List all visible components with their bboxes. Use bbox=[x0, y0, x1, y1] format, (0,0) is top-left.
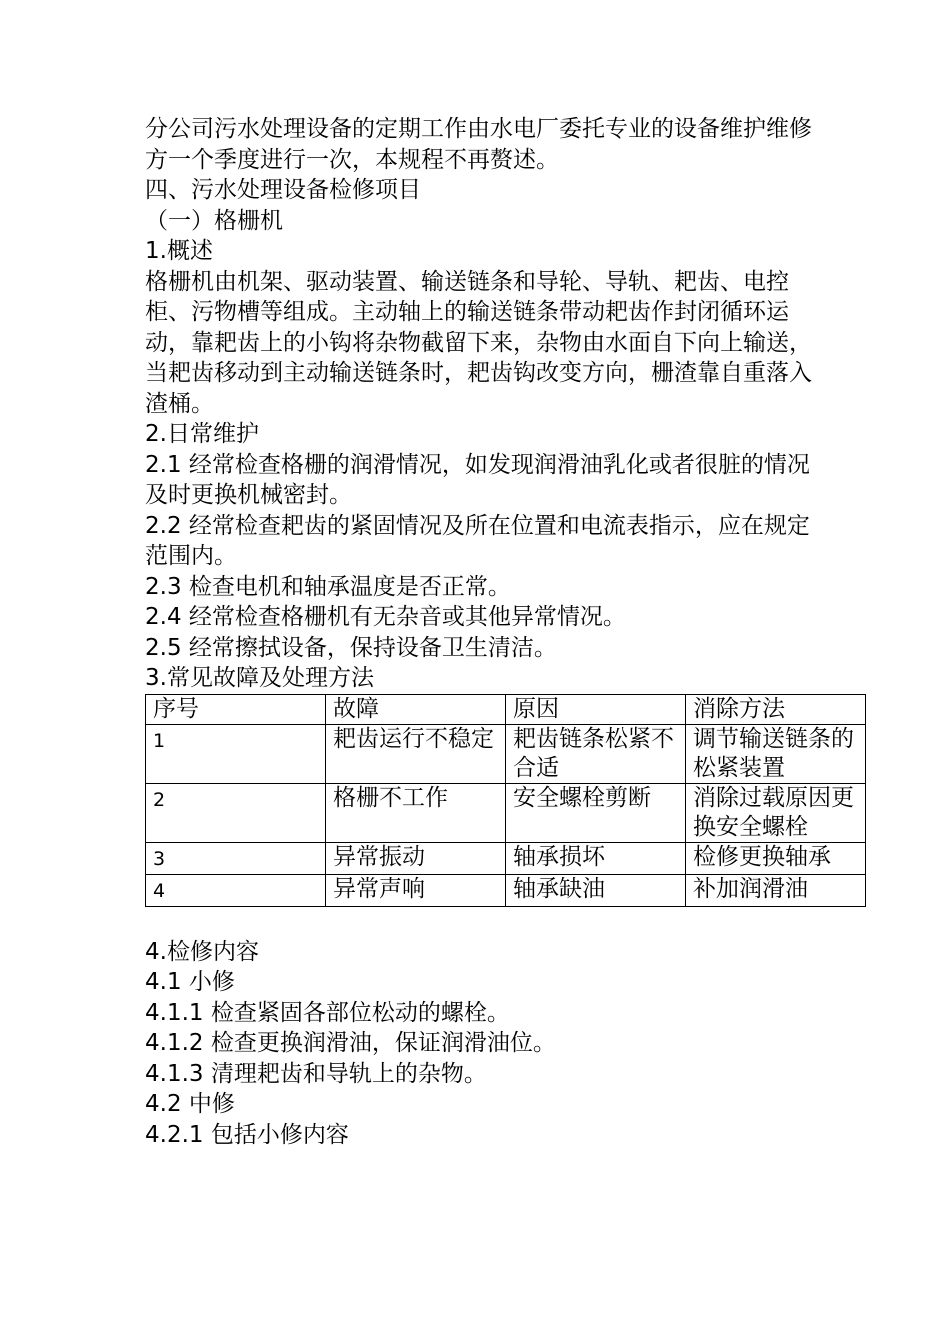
table-cell-remedy: 补加润滑油 bbox=[686, 874, 866, 906]
table-header-cell: 原因 bbox=[506, 694, 686, 724]
heading-faults: 3.常见故障及处理方法 bbox=[145, 665, 374, 691]
heading-overview: 1.概述 bbox=[145, 238, 213, 264]
repair-item-4-1-2: 4.1.2 检查更换润滑油，保证润滑油位。 bbox=[145, 1030, 556, 1056]
table-row bbox=[146, 874, 866, 906]
table-header-cell: 消除方法 bbox=[686, 694, 866, 724]
repair-item-4-1-3: 4.1.3 清理耙齿和导轨上的杂物。 bbox=[145, 1060, 487, 1087]
heading-daily-maintenance: 2.日常维护 bbox=[145, 421, 259, 447]
table-header-cell: 序号 bbox=[146, 694, 326, 724]
table-cell-cause: 轴承损坏 bbox=[506, 842, 686, 874]
spacer bbox=[145, 907, 825, 937]
maintenance-item-2-4: 2.4 经常检查格栅机有无杂音或其他异常情况。 bbox=[145, 604, 626, 630]
table-cell-remedy: 检修更换轴承 bbox=[686, 842, 866, 874]
paragraph-intro: 分公司污水处理设备的定期工作由水电厂委托专业的设备维护维修方一个季度进行一次，本规程不再赘述。 bbox=[145, 116, 812, 173]
paragraph-overview: 格栅机由机架、驱动装置、输送链条和导轮、导轨、耙齿、电控柜、污物槽等组成。主动轴上的输送链条带动耙齿作封闭循环运动，靠耙齿上的小钩将杂物截留下来，杂物由水面自下向上输送，当耙齿移动到主动输送链条时，耙齿钩改变方向，栅渣靠自重落入渣桶。 bbox=[145, 268, 812, 417]
table-cell-number: 2 bbox=[146, 783, 326, 842]
table-cell-fault: 耙齿运行不稳定 bbox=[326, 724, 506, 783]
heading-medium-repair: 4.2 中修 bbox=[145, 1091, 235, 1117]
table-header-cell: 故障 bbox=[326, 694, 506, 724]
repair-item-4-1-1: 4.1.1 检查紧固各部位松动的螺栓。 bbox=[145, 999, 510, 1026]
subsection-heading: （一）格栅机 bbox=[145, 207, 283, 234]
table-cell-remedy: 消除过载原因更换安全螺栓 bbox=[686, 783, 866, 842]
table-cell-remedy: 调节输送链条的松紧装置 bbox=[686, 724, 866, 783]
section-heading: 四、污水处理设备检修项目 bbox=[145, 177, 421, 203]
heading-minor-repair: 4.1 小修 bbox=[145, 969, 235, 995]
fault-table bbox=[145, 694, 866, 907]
table-row bbox=[146, 724, 866, 783]
repair-item-4-2-1: 4.2.1 包括小修内容 bbox=[145, 1121, 349, 1148]
table-cell-number: 4 bbox=[146, 874, 326, 906]
maintenance-item-2-3: 2.3 检查电机和轴承温度是否正常。 bbox=[145, 573, 511, 600]
maintenance-item-2-2: 2.2 经常检查耙齿的紧固情况及所在位置和电流表指示，应在规定范围内。 bbox=[145, 512, 810, 569]
table-cell-cause: 耙齿链条松紧不合适 bbox=[506, 724, 686, 783]
document-page bbox=[145, 114, 854, 1150]
table-cell-number: 3 bbox=[146, 842, 326, 874]
heading-overhaul: 4.检修内容 bbox=[145, 938, 259, 965]
maintenance-item-2-1: 2.1 经常检查格栅的润滑情况，如发现润滑油乳化或者很脏的情况及时更换机械密封。 bbox=[145, 451, 810, 508]
table-cell-fault: 异常振动 bbox=[326, 842, 506, 874]
table-cell-fault: 异常声响 bbox=[326, 874, 506, 906]
table-row bbox=[146, 842, 866, 874]
table-cell-fault: 格栅不工作 bbox=[326, 783, 506, 842]
table-cell-cause: 安全螺栓剪断 bbox=[506, 783, 686, 842]
table-cell-number: 1 bbox=[146, 724, 326, 783]
maintenance-item-2-5: 2.5 经常擦拭设备，保持设备卫生清洁。 bbox=[145, 634, 557, 661]
table-cell-cause: 轴承缺油 bbox=[506, 874, 686, 906]
table-row bbox=[146, 783, 866, 842]
table-header-row bbox=[146, 694, 866, 724]
